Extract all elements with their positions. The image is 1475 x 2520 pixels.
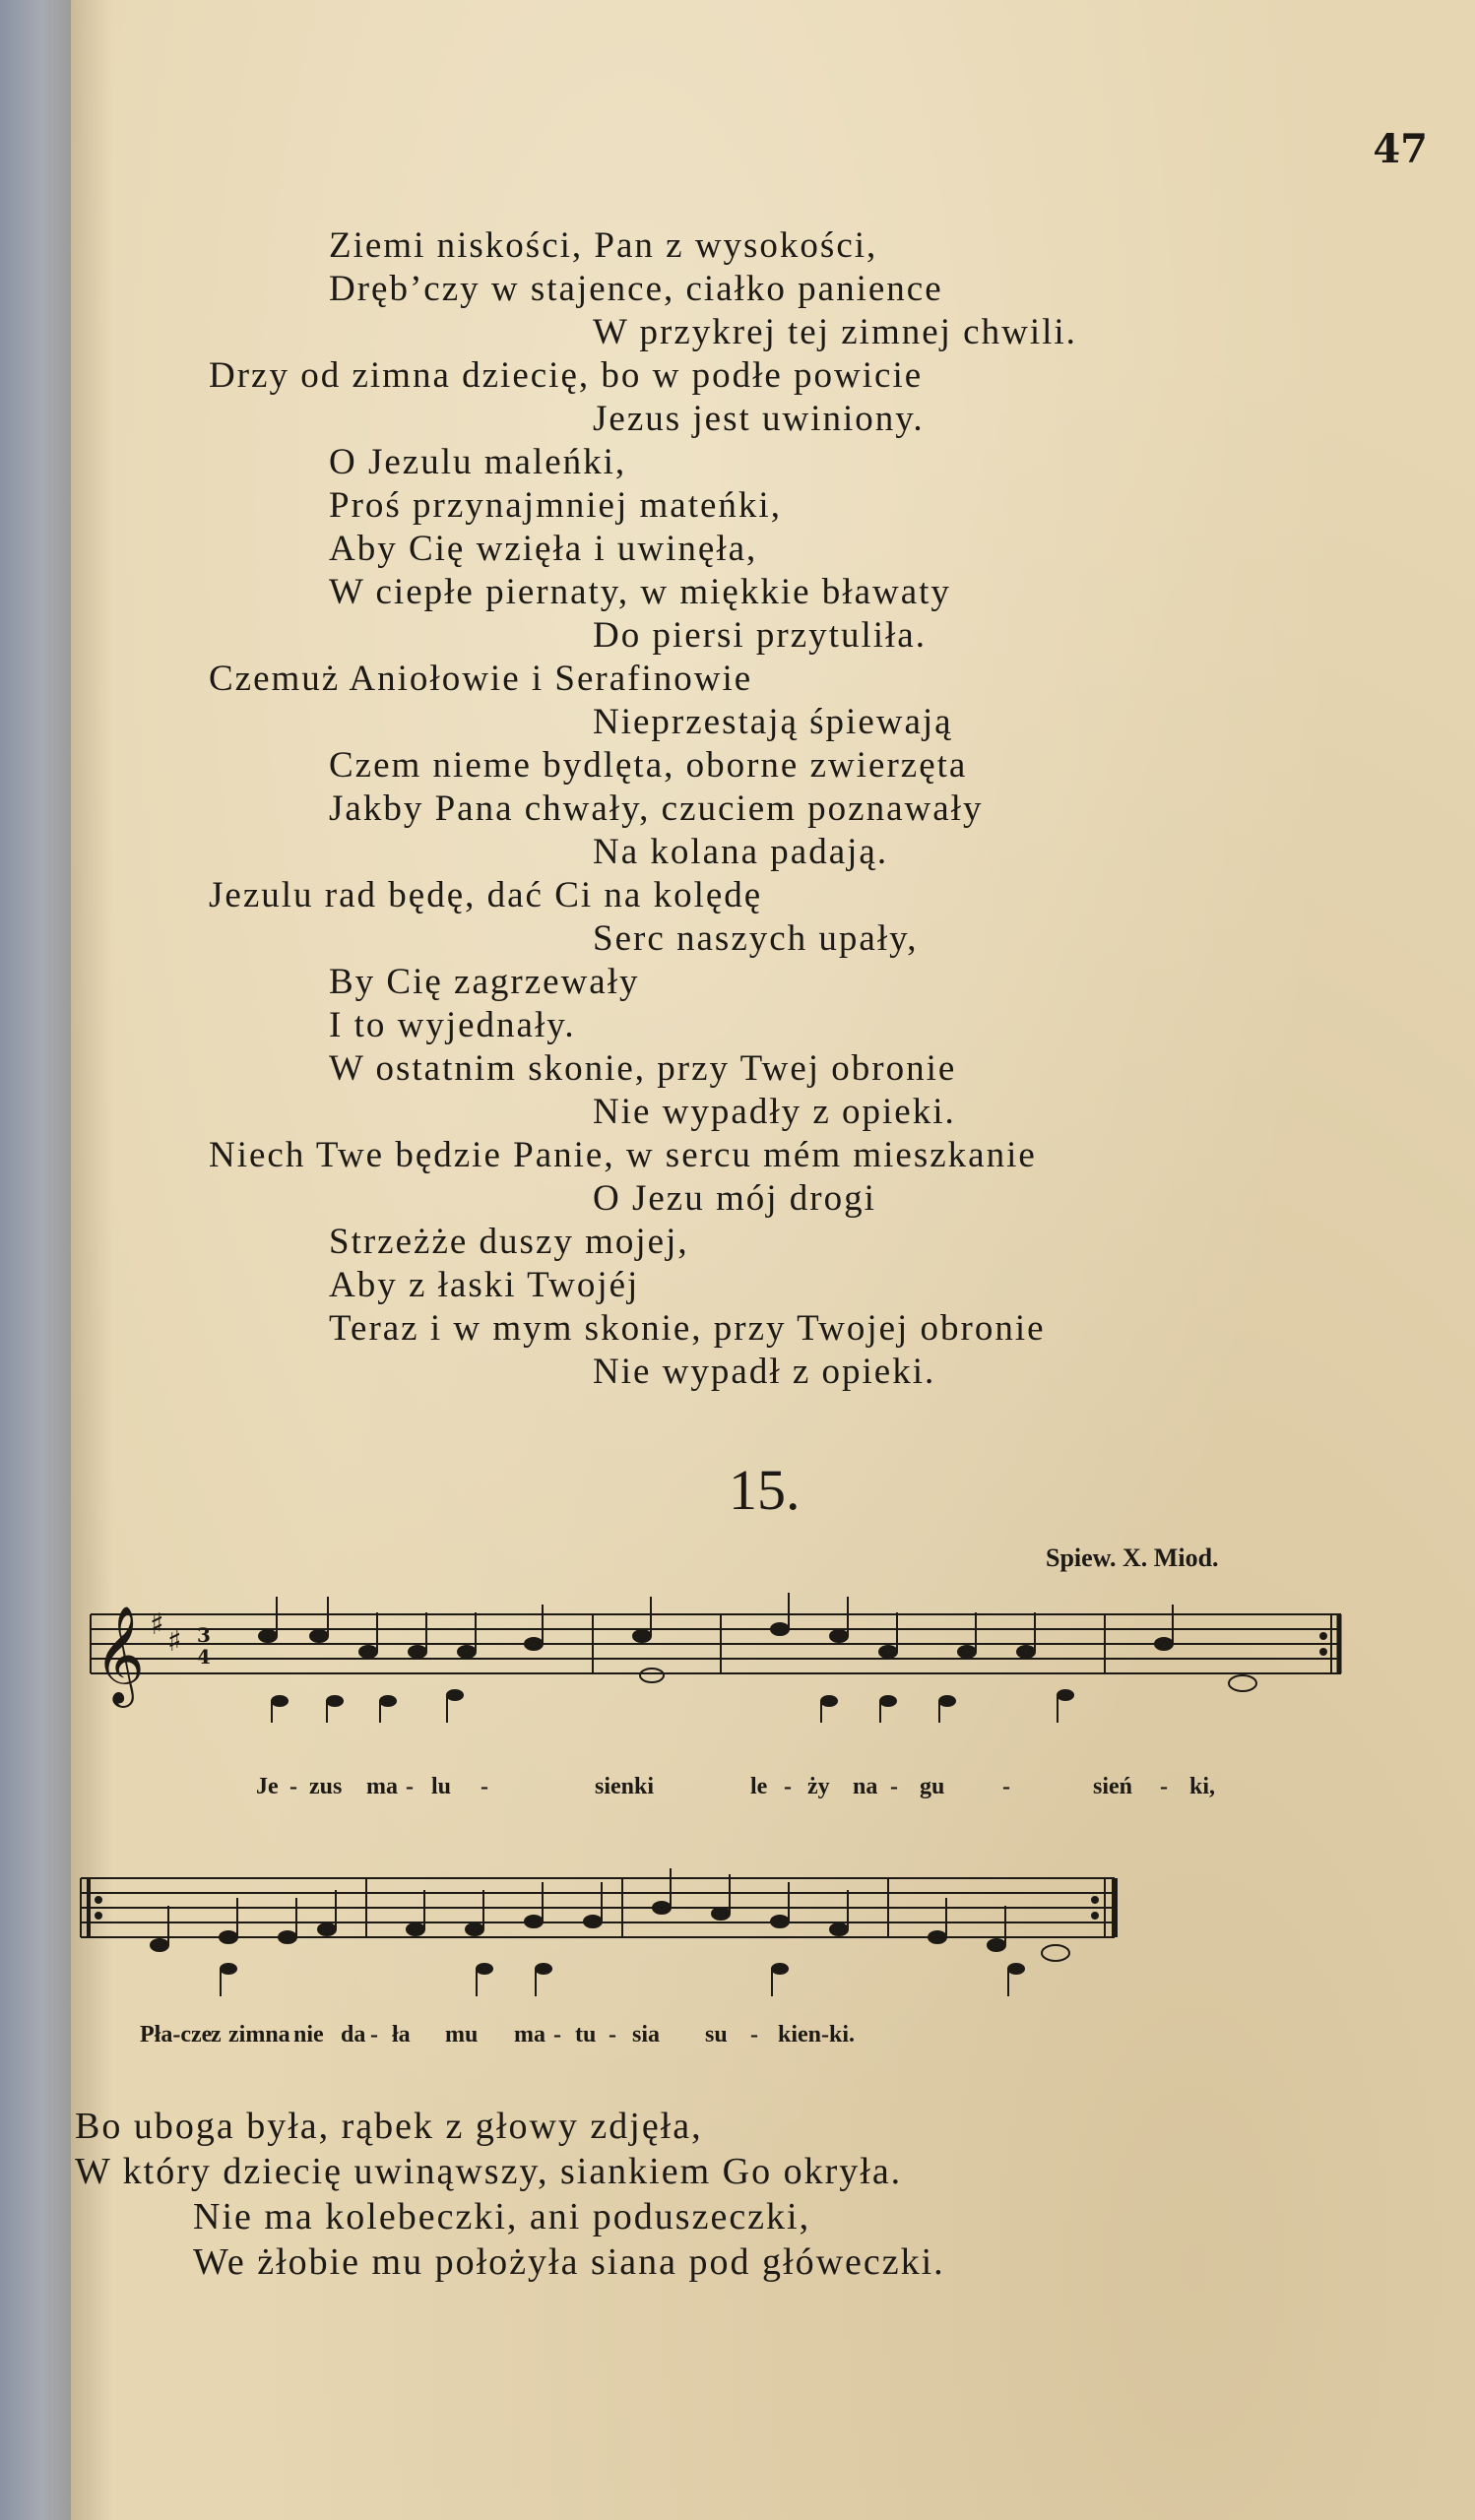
lyric-syllable: ma <box>366 1774 398 1799</box>
lyric-syllable: - <box>890 1774 898 1799</box>
lyric-syllable: ży <box>807 1774 830 1799</box>
verse-line: W ostatnim skonie, przy Twej obronie <box>329 1048 957 1089</box>
verse-line: O Jezu mój drogi <box>593 1178 876 1219</box>
lyric-syllable: sia <box>632 2022 661 2048</box>
verse-line: Niech Twe będzie Panie, w sercu mém mieszkanie <box>209 1135 1037 1175</box>
book-page <box>71 0 1475 2520</box>
verse-line: Jezulu rad będę, dać Ci na kolędę <box>209 875 763 915</box>
music-staff-1 <box>81 1585 1361 1732</box>
lyric-syllable: zus <box>309 1774 343 1799</box>
music-staff-2 <box>71 1858 1154 2026</box>
lyric-syllable: mu <box>445 2022 479 2048</box>
lyric-syllable: - <box>289 1774 297 1799</box>
verse-line: Proś przynajmniej mateńki, <box>329 485 782 526</box>
verse-line: Nieprzestają śpiewają <box>593 702 953 742</box>
lyric-syllable: - <box>1160 1774 1168 1799</box>
verse-line: Serc naszych upały, <box>593 918 919 959</box>
lyric-syllable: sień <box>1093 1774 1133 1799</box>
verse-line: Na kolana padają. <box>593 832 889 872</box>
verse-line: Nie wypadł z opieki. <box>593 1352 936 1392</box>
stanza-line: Bo uboga była, rąbek z głowy zdjęła, <box>75 2106 703 2147</box>
lyric-syllable: ki, <box>1189 1774 1216 1799</box>
lyric-syllable: - <box>370 2022 378 2048</box>
hymn-number: 15. <box>729 1458 801 1522</box>
stanza-line: Nie ma kolebeczki, ani poduszeczki, <box>193 2196 811 2237</box>
verse-line: Aby Cię wzięła i uwinęła, <box>329 529 758 569</box>
lyric-syllable: kien-ki. <box>778 2022 856 2048</box>
notes-staff-2 <box>96 1868 1098 1996</box>
lyric-syllable: sienki <box>595 1774 655 1799</box>
verse-line: Czemuż Aniołowie i Serafinowie <box>209 659 753 699</box>
treble-clef-icon: 𝄞 <box>95 1606 145 1704</box>
verse-line: Teraz i w mym skonie, przy Twojej obronie <box>329 1308 1046 1349</box>
verse-line: W ciepłe piernaty, w miękkie bławaty <box>329 572 951 612</box>
lyric-syllable: - <box>784 1774 792 1799</box>
verse-line: Drębʼczy w stajence, ciałko panience <box>329 269 943 309</box>
sharp-icon: ♯ <box>150 1607 164 1642</box>
verse-line: W przykrej tej zimnej chwili. <box>593 312 1077 352</box>
book-spine <box>0 0 77 2520</box>
verse-line: By Cię zagrzewały <box>329 962 640 1002</box>
time-signature-top: 3 <box>197 1623 211 1647</box>
sharp-icon: ♯ <box>167 1624 182 1659</box>
stanza-line: We żłobie mu położyła siana pod główeczki. <box>193 2241 945 2283</box>
verse-line: Jezus jest uwiniony. <box>593 399 925 439</box>
verse-line: Do piersi przytuliła. <box>593 615 927 656</box>
verse-line: O Jezulu maleńki, <box>329 442 627 482</box>
verse-line: Strzeżże duszy mojej, <box>329 1222 689 1262</box>
tempo-marking: Spiew. X. Miod. <box>1046 1544 1219 1572</box>
lyric-syllable: gu <box>920 1774 945 1799</box>
lyric-syllable: - <box>1002 1774 1010 1799</box>
lyric-syllable: tu <box>575 2022 597 2048</box>
lyric-syllable: - <box>750 2022 758 2048</box>
lyric-syllable: nie <box>293 2022 324 2048</box>
verse-line: Czem nieme bydlęta, oborne zwierzęta <box>329 745 968 786</box>
lyric-syllable: - <box>553 2022 561 2048</box>
lyric-syllable: - <box>406 1774 414 1799</box>
verse-line: Jakby Pana chwały, czuciem poznawały <box>329 788 984 829</box>
lyric-syllable: z <box>211 2022 222 2048</box>
verse-line: Nie wypadły z opieki. <box>593 1092 956 1132</box>
lyric-syllable: Pła-cze <box>140 2022 213 2048</box>
lyric-syllable: na <box>853 1774 878 1799</box>
stanza-line: W który dziecię uwinąwszy, siankiem Go okryła. <box>75 2151 903 2192</box>
verse-line: Ziemi niskości, Pan z wysokości, <box>329 225 878 266</box>
lyric-syllable: Je <box>256 1774 279 1799</box>
lyric-syllable: da <box>341 2022 366 2048</box>
lyric-syllable: ła <box>392 2022 411 2048</box>
lyric-syllable: lu <box>431 1774 452 1799</box>
verse-line: Drzy od zimna dziecię, bo w podłe powicie <box>209 355 924 396</box>
lyric-syllable: - <box>481 1774 488 1799</box>
lyric-syllable: le <box>750 1774 768 1799</box>
lyric-syllable: zimna <box>228 2022 290 2048</box>
lyric-syllable: su <box>705 2022 728 2048</box>
verse-line: I to wyjednały. <box>329 1005 576 1045</box>
page-number: 47 <box>1373 126 1428 172</box>
lyric-syllable: ma <box>514 2022 545 2048</box>
time-signature-bottom: 4 <box>197 1645 211 1669</box>
lyric-syllable: - <box>609 2022 616 2048</box>
verse-line: Aby z łaski Twojéj <box>329 1265 640 1305</box>
